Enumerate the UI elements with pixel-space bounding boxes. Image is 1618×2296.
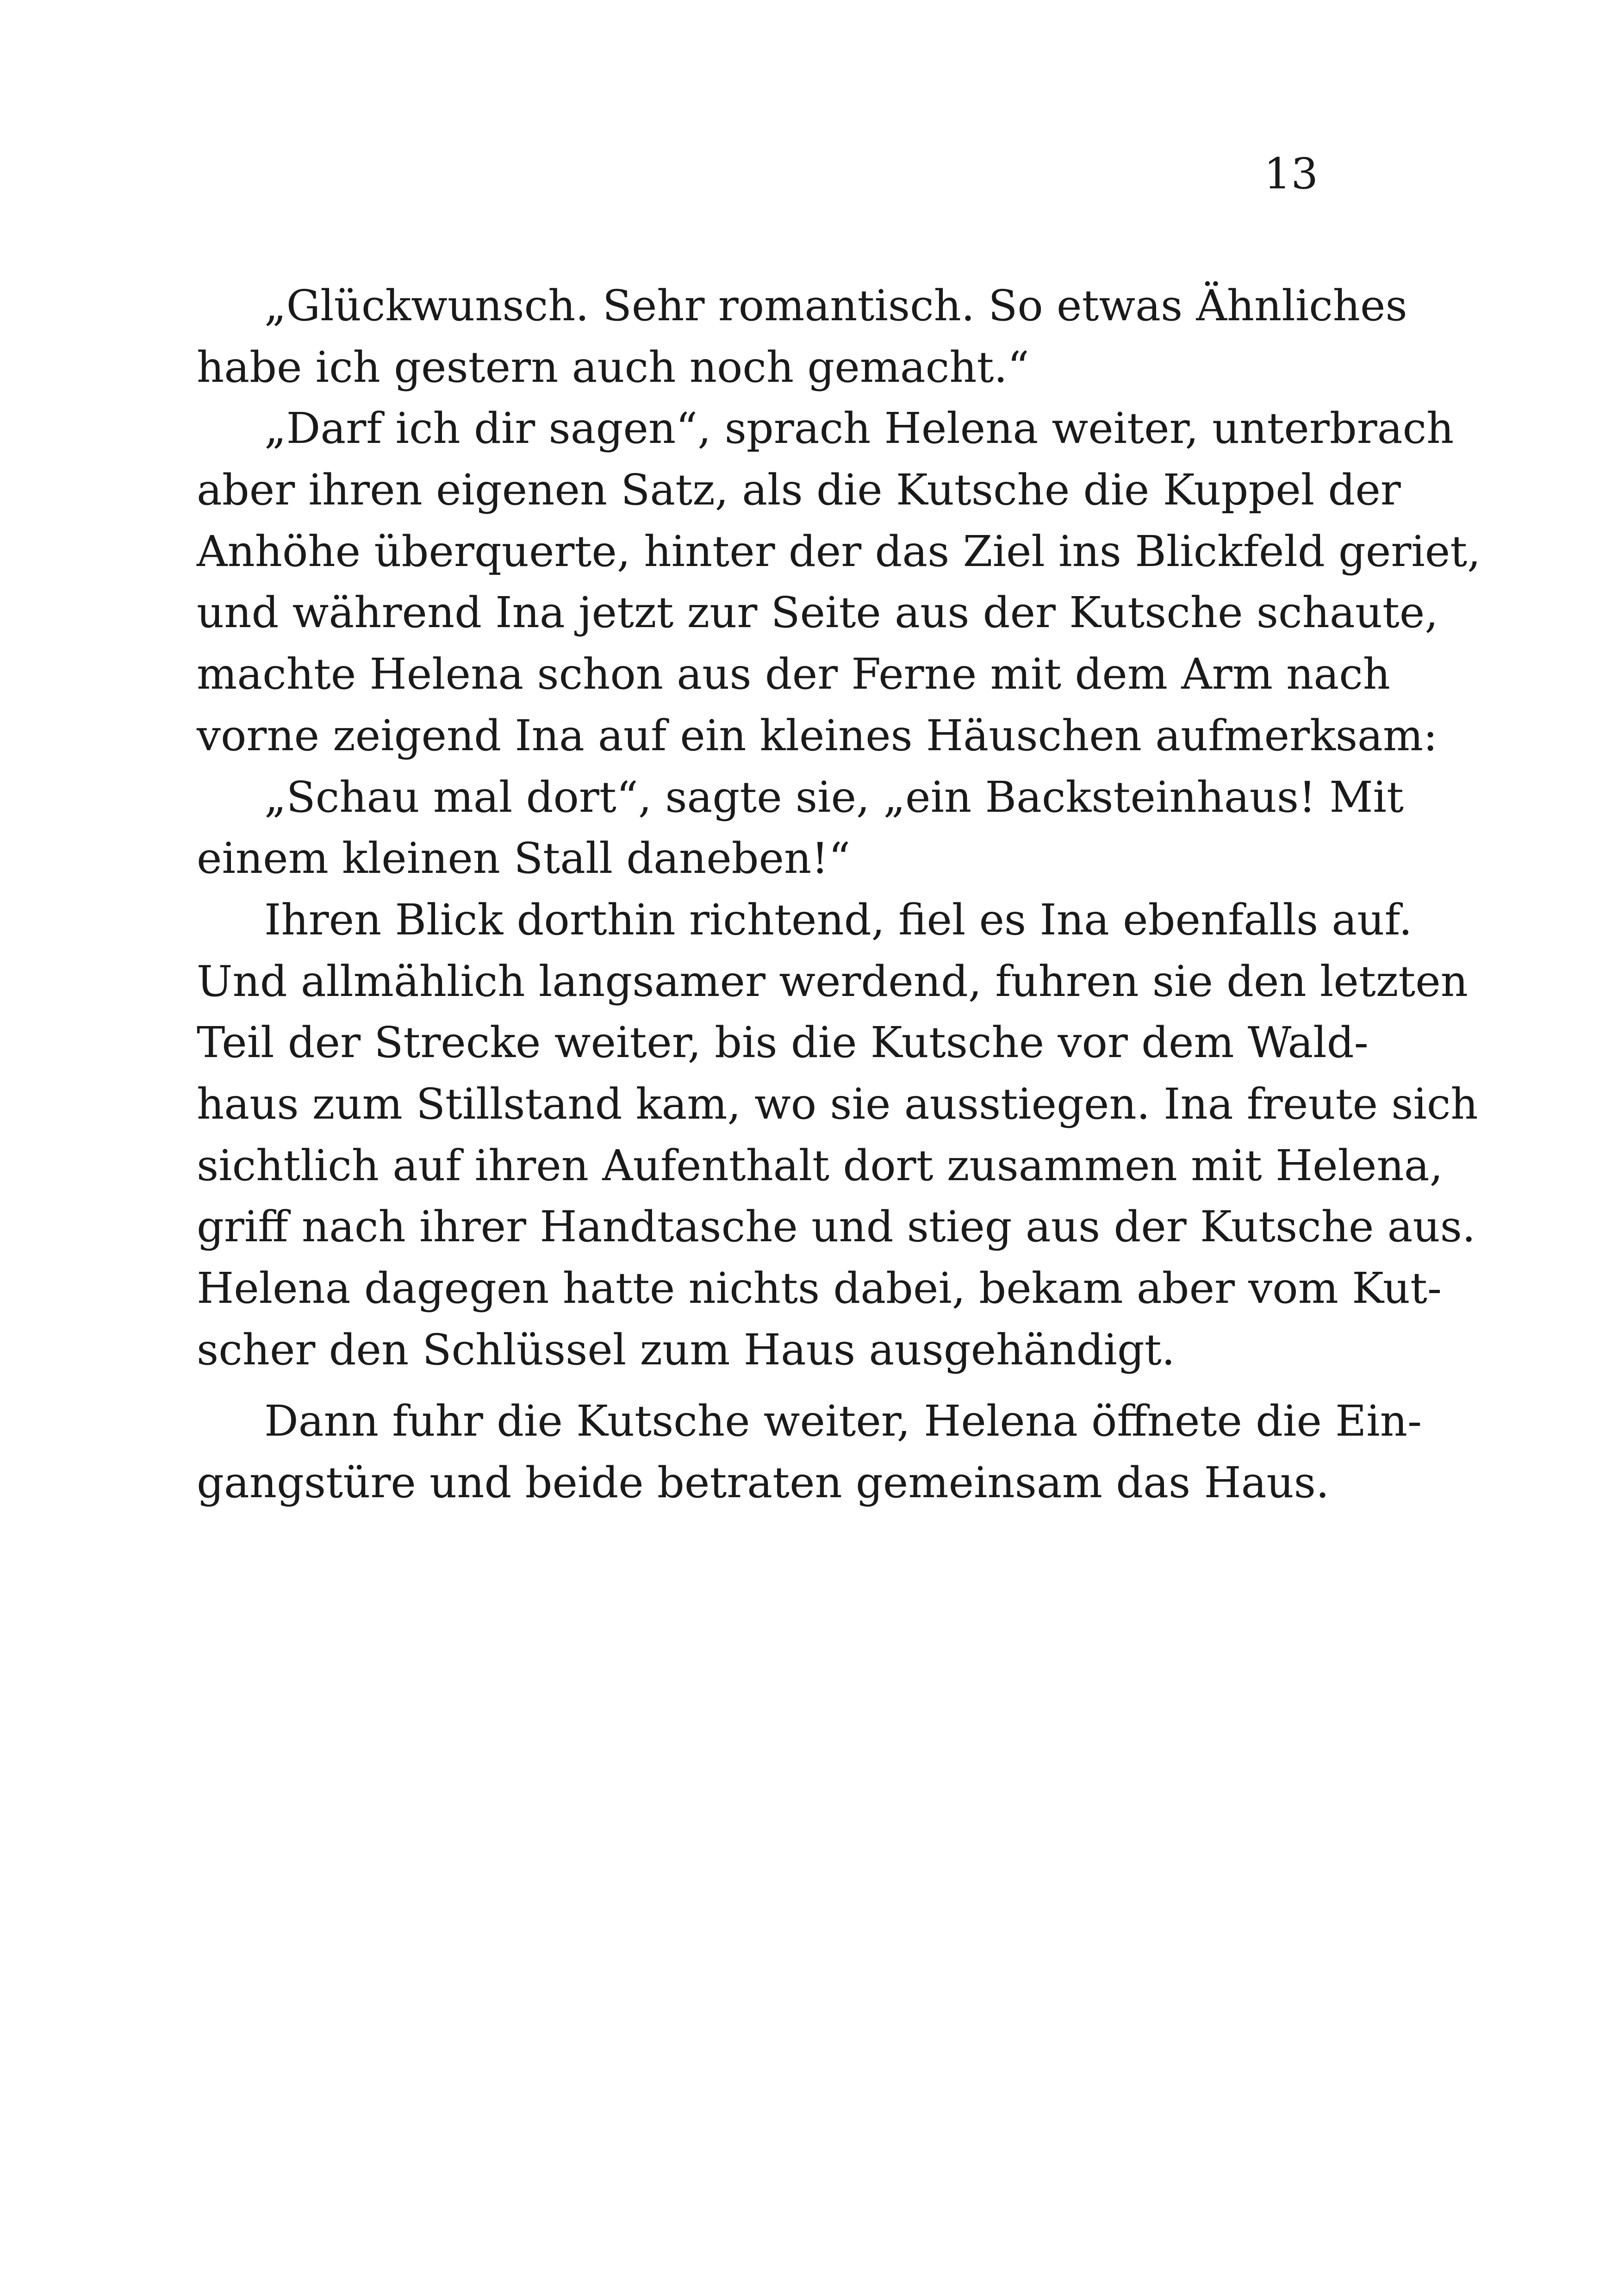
text-line: haus zum Stillstand kam, wo sie ausstiegen. Ina freute sich (197, 1079, 1478, 1129)
paragraph (197, 767, 1404, 890)
text-line: „Darf ich dir sagen“, sprach Helena weiter, unterbrach (264, 404, 1454, 454)
page-number: 13 (1263, 149, 1318, 199)
text-line: und während Ina jetzt zur Seite aus der Kutsche schaute, (197, 588, 1438, 638)
text-line: Ihren Blick dorthin richtend, fiel es Ina ebenfalls auf. (264, 895, 1413, 945)
text-line: einem kleinen Stall daneben!“ (197, 834, 851, 884)
text-line: griff nach ihrer Handtasche und stieg aus der Kutsche aus. (197, 1202, 1476, 1252)
text-line: Und allmählich langsamer werdend, fuhren sie den letzten (197, 956, 1468, 1006)
text-line: „Schau mal dort“, sagte sie, „ein Backsteinhaus! Mit (264, 772, 1404, 822)
body-text (197, 275, 1481, 1514)
text-line: habe ich gestern auch noch gemacht.“ (197, 342, 1029, 392)
text-line: Teil der Strecke weiter, bis die Kutsche vor dem Wald- (197, 1018, 1369, 1068)
paragraph (197, 890, 1478, 1381)
text-line: sichtlich auf ihren Aufenthalt dort zusammen mit Helena, (197, 1140, 1443, 1190)
text-line: Anhöhe überquerte, hinter der das Ziel ins Blickfeld geriet, (197, 526, 1481, 576)
text-line: scher den Schlüssel zum Haus ausgehändigt. (197, 1325, 1175, 1375)
paragraph (197, 275, 1407, 398)
paragraph-spacer (197, 1381, 1327, 1391)
text-line: aber ihren eigenen Satz, als die Kutsche die Kuppel der (197, 465, 1401, 515)
text-line: gangstüre und beide betraten gemeinsam das Haus. (197, 1458, 1330, 1508)
text-line: Helena dagegen hatte nichts dabei, bekam aber vom Kut- (197, 1263, 1442, 1313)
text-line: „Glückwunsch. Sehr romantisch. So etwas Ähnliches (264, 281, 1407, 330)
paragraph (197, 398, 1481, 766)
text-line: vorne zeigend Ina auf ein kleines Häuschen aufmerksam: (197, 710, 1438, 760)
text-line: machte Helena schon aus der Ferne mit dem Arm nach (197, 649, 1391, 699)
paragraph (197, 1391, 1422, 1513)
text-line: Dann fuhr die Kutsche weiter, Helena öffnete die Ein- (264, 1396, 1422, 1446)
